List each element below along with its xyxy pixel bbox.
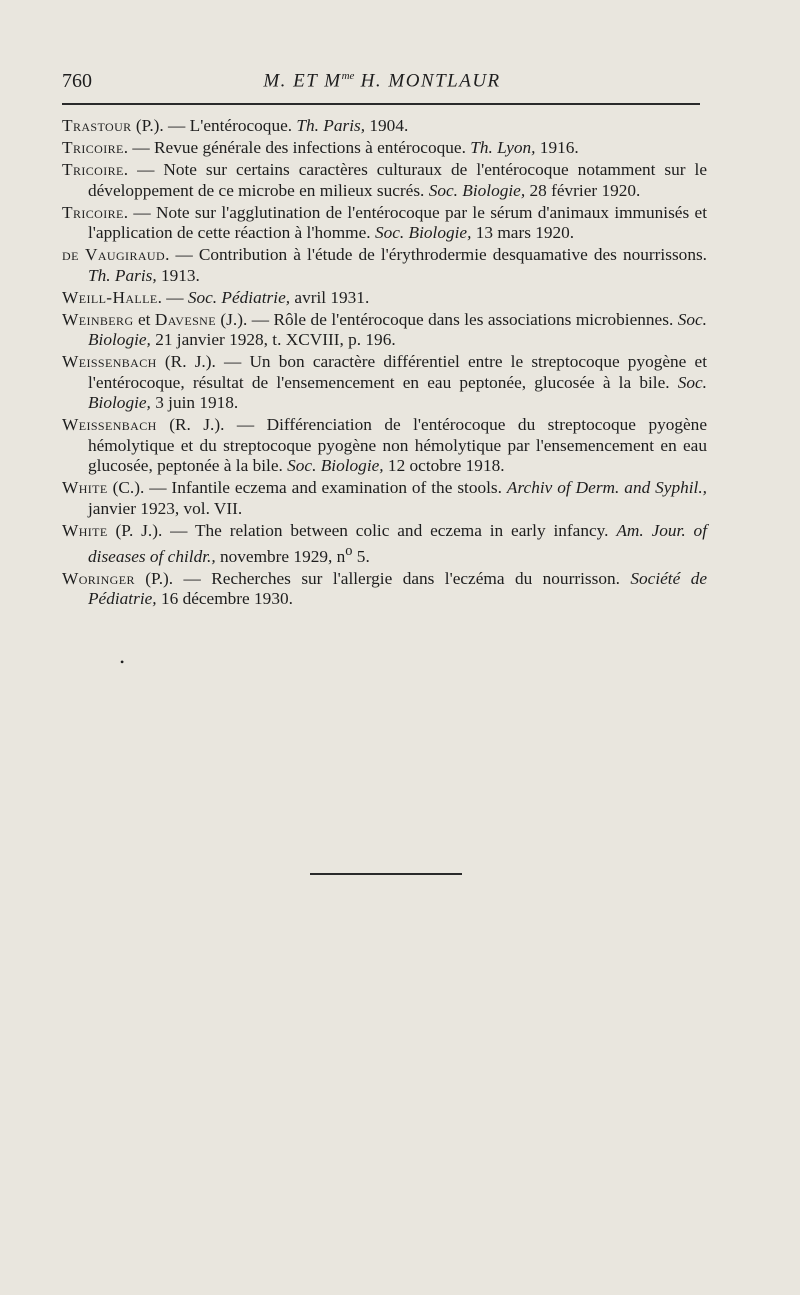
entry-text: 1904.: [365, 116, 409, 135]
entry-author: Trastour: [62, 116, 132, 135]
entry-source: Soc. Biologie,: [88, 309, 707, 349]
entry-text: 3 juin 1918.: [150, 393, 239, 412]
bibliography-entry: [62, 116, 707, 137]
entry-source: Th. Paris,: [296, 116, 366, 135]
entry-author: Woringer: [62, 568, 135, 588]
page-number: 760: [62, 70, 92, 92]
entry-source: of diseases of childr.,: [88, 520, 707, 566]
bibliography-list: [62, 116, 707, 611]
entry-source: Soc. Biologie,: [88, 372, 707, 412]
entry-text: . —: [157, 287, 188, 307]
bibliography-entry: [62, 478, 707, 519]
bibliography-entry: [62, 569, 707, 610]
entry-author: Weissenbach: [62, 415, 157, 434]
bibliography-entry: [62, 521, 707, 568]
entry-source: Th. Lyon,: [470, 138, 536, 157]
entry-source: Soc. Biologie,: [428, 180, 526, 200]
entry-author: Weinberg: [62, 309, 134, 329]
page-header: [62, 70, 702, 98]
entry-text: 1913.: [156, 265, 200, 285]
entry-text: 13 mars 1920.: [471, 223, 575, 242]
entry-author: Tricoire: [62, 138, 124, 157]
print-dot: •: [120, 655, 125, 669]
entry-source: Soc. Biologie,: [374, 223, 472, 242]
entry-text: novembre 1929, n: [215, 546, 346, 566]
entry-author: Weill-Halle: [62, 287, 158, 307]
entry-author-2: Davesne: [154, 309, 216, 329]
entry-text: 28 février 1920.: [525, 180, 641, 200]
entry-text: (P.). — Recherches sur l'allergie dans l'eczéma du nourrisson.: [134, 568, 631, 588]
bibliography-entry: [62, 160, 707, 201]
entry-text: 1916.: [535, 138, 579, 157]
bibliography-entry: [62, 415, 707, 477]
bibliography-entry: [62, 288, 707, 309]
entry-text: (R. J.). — Différenciation de l'entérocoque du streptocoque pyogène hémolytique et du streptocoque pyogène non hémolytique par l'ensemencement en eau glucosée, peptonée à la bile.: [88, 415, 707, 475]
entry-author: White: [62, 520, 108, 540]
entry-text: 5.: [352, 546, 370, 566]
entry-text: (R. J.). — Un bon caractère différentiel entre le streptocoque pyogène et l'entérocoque, résultat de l'ensemencement en eau peptonée, glucosée à la bile.: [88, 352, 707, 392]
running-title: [62, 70, 702, 92]
header-rule: [62, 103, 700, 105]
entry-text: . — Contribution à l'étude de l'érythrodermie desquamative des nourrissons.: [165, 245, 707, 264]
entry-author: Tricoire: [62, 202, 124, 222]
entry-text: . — Note sur l'agglutination de l'entérocoque par le sérum d'animaux immunisés et l'application de cette réaction à l'homme.: [88, 202, 707, 242]
entry-source: Soc. Pédiatrie,: [187, 287, 291, 307]
entry-text: (P.). — L'entérocoque.: [131, 116, 297, 135]
entry-author: de Vaugiraud: [62, 245, 166, 264]
entry-author: Tricoire: [62, 160, 124, 179]
entry-text: 16 décembre 1930.: [156, 589, 293, 609]
bibliography-entry: [62, 352, 707, 414]
bibliography-entry: [62, 245, 707, 286]
entry-superscript: o: [345, 543, 353, 559]
entry-source: Archiv of Derm. and Syphil.,: [506, 478, 707, 497]
running-title-part: M. ET M: [263, 70, 342, 92]
entry-text: [686, 521, 694, 540]
running-title-part: H. MONTLAUR: [354, 70, 501, 92]
bibliography-entry: [62, 203, 707, 244]
entry-text: . — Revue générale des infections à entérocoque.: [123, 138, 471, 157]
entry-text: avril 1931.: [290, 287, 370, 307]
entry-author: White: [62, 478, 108, 497]
entry-text: . — Note sur certains caractères culturaux de l'entérocoque notamment sur le développement de ce microbe en milieux sucrés.: [88, 160, 707, 200]
entry-source: Th. Paris,: [88, 265, 157, 285]
entry-text: 21 janvier 1928, t. XCVIII, p. 196.: [150, 330, 396, 349]
entry-text: (C.). — Infantile eczema and examination of the stools.: [107, 478, 507, 497]
entry-text: et: [133, 309, 155, 329]
entry-text: 12 octobre 1918.: [383, 456, 505, 475]
end-rule: [310, 873, 462, 875]
entry-text: janvier 1923, vol. VII.: [88, 498, 243, 518]
entry-text: (P. J.). — The relation between colic and eczema in early infancy.: [107, 520, 617, 540]
entry-source: Soc. Biologie,: [287, 456, 384, 475]
entry-author: Weissenbach: [62, 352, 157, 371]
bibliography-entry: [62, 138, 707, 159]
bibliography-entry: [62, 310, 707, 351]
entry-text: (J.). — Rôle de l'entérocoque dans les associations microbiennes.: [215, 309, 678, 329]
entry-source: Société de Pédiatrie,: [88, 568, 708, 609]
running-title-superscript: me: [341, 70, 355, 82]
entry-source: Am. Jour.: [616, 520, 686, 540]
